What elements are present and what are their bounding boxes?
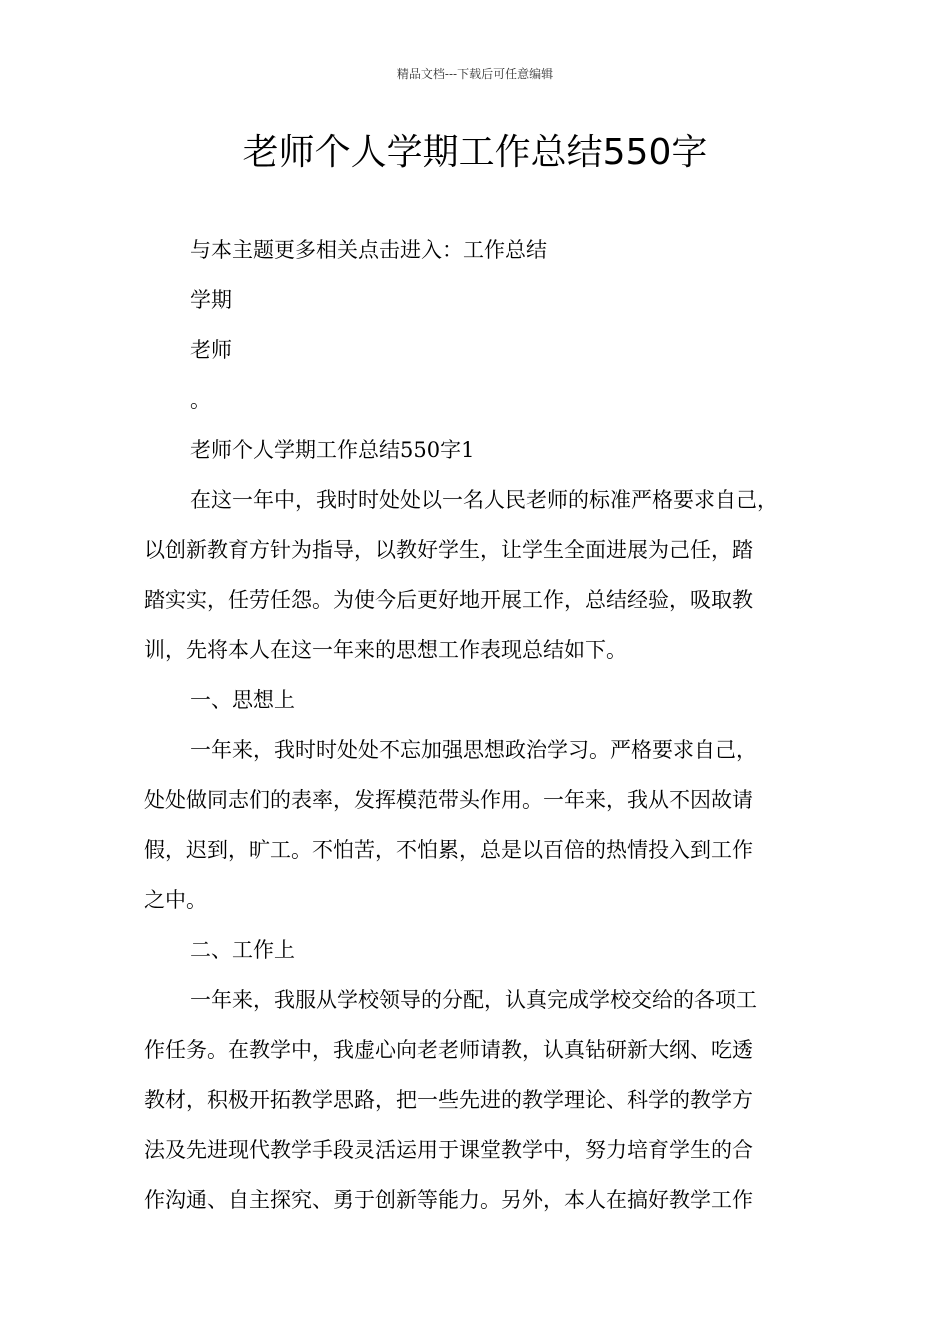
- paragraph-line: 之中。: [144, 888, 207, 912]
- paragraph-line: 。: [190, 388, 211, 412]
- paragraph-line: 法及先进现代教学手段灵活运用于课堂教学中，努力培育学生的合: [144, 1138, 753, 1162]
- section-heading: [144, 925, 834, 975]
- section-heading: [144, 425, 834, 475]
- paragraph-line: 老师: [190, 338, 232, 362]
- paragraph: [144, 725, 834, 925]
- paragraph: [144, 375, 834, 425]
- paragraph: [144, 325, 834, 375]
- paragraph-line: 作任务。在教学中，我虚心向老老师请教，认真钻研新大纲、吃透: [144, 1038, 753, 1062]
- paragraph-line: 训，先将本人在这一年来的思想工作表现总结如下。: [144, 638, 627, 662]
- paragraph-line: 老师个人学期工作总结550字1: [190, 438, 475, 462]
- paragraph-line: 教材，积极开拓教学思路，把一些先进的教学理论、科学的教学方: [144, 1088, 753, 1112]
- section-heading: [144, 675, 834, 725]
- paragraph-line: 处处做同志们的表率，发挥模范带头作用。一年来，我从不因故请: [144, 788, 753, 812]
- paragraph: [144, 475, 834, 675]
- paragraph-line: 作沟通、自主探究、勇于创新等能力。另外，本人在搞好教学工作: [144, 1188, 753, 1212]
- paragraph-line: 二、工作上: [190, 938, 295, 962]
- paragraph: [144, 975, 834, 1225]
- paragraph-line: 与本主题更多相关点击进入：工作总结: [190, 238, 547, 262]
- paragraph: [144, 225, 834, 275]
- paragraph: [144, 275, 834, 325]
- document-body: [144, 225, 834, 1225]
- paragraph-line: 在这一年中，我时时处处以一名人民老师的标准严格要求自己，: [190, 488, 778, 512]
- paragraph-line: 以创新教育方针为指导，以教好学生，让学生全面进展为己任，踏: [144, 538, 753, 562]
- paragraph-line: 一年来，我时时处处不忘加强思想政治学习。严格要求自己，: [190, 738, 757, 762]
- paragraph-line: 学期: [190, 288, 232, 312]
- paragraph-line: 一年来，我服从学校领导的分配，认真完成学校交给的各项工: [190, 988, 757, 1012]
- document-title: 老师个人学期工作总结550字: [242, 132, 708, 173]
- paragraph-line: 一、思想上: [190, 688, 295, 712]
- header-note: 精品文档---下载后可任意编辑: [396, 67, 554, 81]
- paragraph-line: 假，迟到，旷工。不怕苦，不怕累，总是以百倍的热情投入到工作: [144, 838, 753, 862]
- paragraph-line: 踏实实，任劳任怨。为使今后更好地开展工作，总结经验，吸取教: [144, 588, 753, 612]
